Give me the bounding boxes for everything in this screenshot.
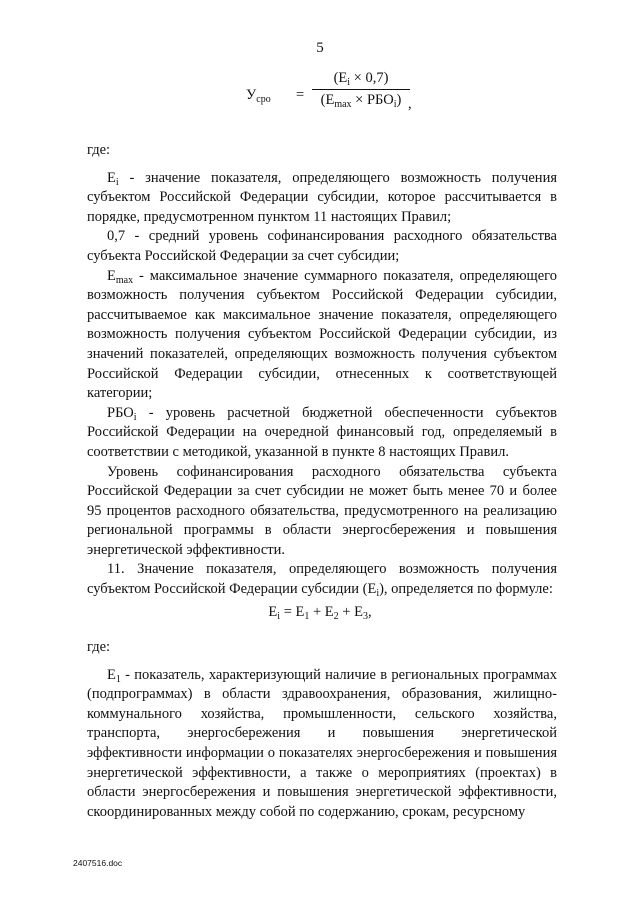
formula-fraction: [312, 70, 410, 109]
paragraph-point-11: 11. Значение показателя, определяющего возможность получения субъектом Российской Федерации субсидии $(E_i)$, определяется по формуле:: [87, 561, 557, 600]
formula-equals: =: [296, 87, 305, 103]
paragraph-co-financing-limits: Уровень софинансирования расходного обязательства субъекта Российской Федерации за счет субсидии не может быть менее 70 и более 95 процентов расходного обязательства, предусмотренного на реализацию региональной программы в области энергосбережения и повышения энергетической эффективности.: [87, 463, 557, 558]
page-number: 5: [316, 40, 324, 56]
formula-lhs: $У_{срo}$: [246, 87, 271, 105]
paragraph-coefficient: 0,7 - средний уровень софинансирования расходного обязательства субъекта Российской Федерации за счет субсидии;: [87, 228, 557, 264]
text-block-2: [87, 638, 557, 822]
text-block-1: [87, 141, 557, 600]
formula-denominator: $(E_{max} \times РБО_i)$: [320, 92, 402, 110]
formula-sum-indicators: $E_i = E_1 + E_2 + E_3$,: [268, 604, 372, 622]
where-label: где:: [87, 142, 111, 158]
paragraph-e1: $E_1$ - показатель, характеризующий наличие в региональных программах (подпрограммах) в области здравоохранения, образования, жилищно-коммунального хозяйства, промышленности, сельского хозяйства, транспорта, энергосбережения и повышения энергетической эффективности информации о показателях энергосбережения и повышения энергетической эффективности, а также о мероприятиях (проектах) в области энергосбережения и повышения энергетической эффективности, скоординированных между собой по содержанию, срокам, ресурсному: [87, 666, 557, 820]
formula-comma: ,: [408, 96, 412, 112]
paragraph-emax: $E_{max}$ - максимальное значение суммарного показателя, определяющего возможность получения субъектом Российской Федерации субсидии, рассчитываемое как максимальное значение показателя, определяющего возможность получения субъектом Российской Федерации субсидии, из значений показателей, определяющих возможность получения субъектом Российской Федерации субсидии, отнесенных к соответствующей категории;: [87, 267, 557, 402]
footer-filename: 2407516.doc: [73, 858, 123, 868]
formula-co-financing-level: [240, 70, 420, 120]
paragraph-ei: $E_i$ - значение показателя, определяющего возможность получения субъектом Российской Федерации субсидии, которое рассчитывается в порядке, предусмотренном пунктом 11 настоящих Правил;: [87, 169, 557, 225]
paragraph-rbo: $РБО_i$ - уровень расчетной бюджетной обеспеченности субъектов Российской Федерации на очередной финансовый год, определяемый в соответствии с методикой, указанной в пункте 8 настоящих Правил.: [87, 404, 557, 460]
where-label-2: где:: [87, 639, 111, 655]
formula-numerator: $(E_i \times 0,7)$: [312, 70, 410, 90]
